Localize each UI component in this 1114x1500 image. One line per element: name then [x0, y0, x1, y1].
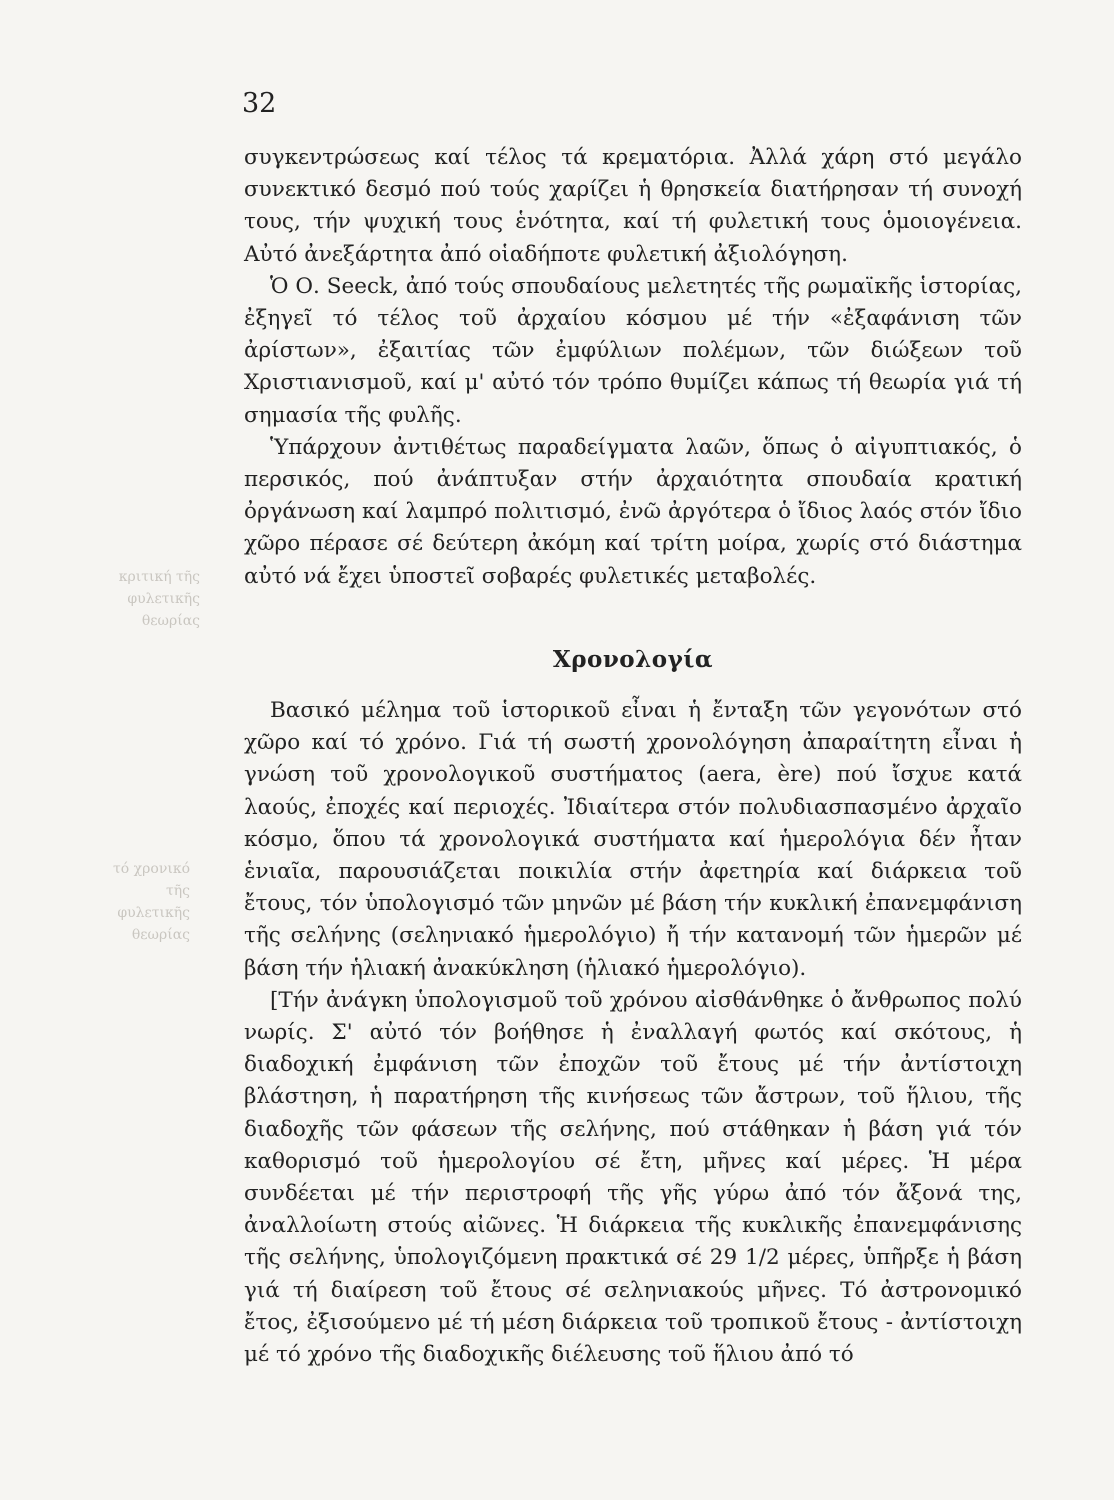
section-heading: Χρονολογία [552, 646, 714, 673]
paragraph: Βασικό μέλημα τοῦ ἱστορικοῦ εἶναι ἡ ἔνταξη τῶν γεγονότων στό χῶρο καί τό χρόνο. Γιά τή σωστή χρονολόγηση ἀπαραίτητη εἶναι ἡ γνώση τοῦ χρονολογικοῦ συστήματος (aera, ère) πού ἴσχυε κατά λαούς, ἐποχές καί περιοχές. Ἰδιαίτερα στόν πολυδιασπασμένο ἀρχαῖο κόσμο, ὅπου τά χρονολογικά συστήματα καί ἡμερολόγια δέν ἦταν ἑνιαῖα, παρουσιάζεται ποικιλία στήν ἀφετηρία καί διάρκεια τοῦ ἔτους, τόν ὑπολογισμό τῶν μηνῶν μέ βάση τήν κυκλική ἐπανεμφάνιση τῆς σελήνης (σεληνιακό ἡμερολόγιο) ἤ τήν κατανομή τῶν ἡμερῶν μέ βάση τήν ἡλιακή ἀνακύκληση (ἡλιακό ἡμερολόγιο). [244, 698, 1022, 981]
margin-note: τό χρονικό τῆς φυλετικῆς θεωρίας [113, 861, 190, 943]
lower-text-block [244, 695, 1022, 1371]
paragraph: Ὑπάρχουν ἀντιθέτως παραδείγματα λαῶν, ὅπως ὁ αἰγυπτιακός, ὁ περσικός, πού ἀνάπτυξαν στήν ἀρχαιότητα σπουδαία κρατική ὀργάνωση καί λαμπρό πολιτισμό, ἐνῶ ἀργότερα ὁ ἴδιος λαός στόν ἴδιο χῶρο πέρασε σέ δεύτερη ἀκόμη καί τρίτη μοίρα, χωρίς στό διάστημα αὐτό νά ἔχει ὑποστεῖ σοβαρές φυλετικές μεταβολές. [244, 434, 1022, 589]
paragraph: [Τήν ἀνάγκη ὑπολογισμοῦ τοῦ χρόνου αἰσθάνθηκε ὁ ἄνθρωπος πολύ νωρίς. Σ' αὐτό τόν βοήθησε ἡ ἐναλλαγή φωτός καί σκότους, ἡ διαδοχική ἐμφάνιση τῶν ἐποχῶν τοῦ ἔτους μέ τήν ἀντίστοιχη βλάστηση, ἡ παρατήρηση τῆς κινήσεως τῶν ἄστρων, τοῦ ἥλιου, τῆς διαδοχῆς τῶν φάσεων τῆς σελήνης, πού στάθηκαν ἡ βάση γιά τόν καθορισμό τοῦ ἡμερολογίου σέ ἔτη, μῆνες καί μέρες. Ἡ μέρα συνδέεται μέ τήν περιστροφή τῆς γῆς γύρω ἀπό τόν ἄξονά της, ἀναλλοίωτη στούς αἰῶνες. Ἡ διάρκεια τῆς κυκλικῆς ἐπανεμφάνισης τῆς σελήνης, ὑπολογιζόμενη πρακτικά σέ 29 1/2 μέρες, ὑπῆρξε ἡ βάση γιά τή διαίρεση τοῦ ἔτους σέ σεληνιακούς μῆνες. Τό ἀστρονομικό ἔτος, ἐξισούμενο μέ τή μέση διάρκεια τοῦ τροπικοῦ ἔτους - ἀντίστοιχη μέ τό χρόνο τῆς διαδοχικῆς διέλευσης τοῦ ἥλιου ἀπό τό [244, 987, 1022, 1368]
paragraph: Ὁ Ο. Seeck, ἀπό τούς σπουδαίους μελετητές τῆς ρωμαϊκῆς ἱστορίας, ἐξηγεῖ τό τέλος τοῦ ἀρχαίου κόσμου μέ τήν «ἐξαφάνιση τῶν ἀρίστων», ἐξαιτίας τῶν ἐμφύλιων πολέμων, τῶν διώξεων τοῦ Χριστιανισμοῦ, καί μ' αὐτό τόν τρόπο θυμίζει κάπως τή θεωρία γιά τή σημασία τῆς φυλῆς. [244, 273, 1022, 428]
upper-text-block [244, 142, 1022, 593]
page-number: 32 [242, 88, 277, 119]
margin-note: κριτική τῆς φυλετικῆς θεωρίας [118, 569, 200, 629]
paragraph: συγκεντρώσεως καί τέλος τά κρεματόρια. Ἀλλά χάρη στό μεγάλο συνεκτικό δεσμό πού τούς χαρίζει ἡ θρησκεία διατήρησαν τή συνοχή τους, τήν ψυχική τους ἑνότητα, καί τή φυλετική τους ὁμοιογένεια. Αὐτό ἀνεξάρτητα ἀπό οἱαδήποτε φυλετική ἀξιολόγηση. [244, 145, 1022, 267]
